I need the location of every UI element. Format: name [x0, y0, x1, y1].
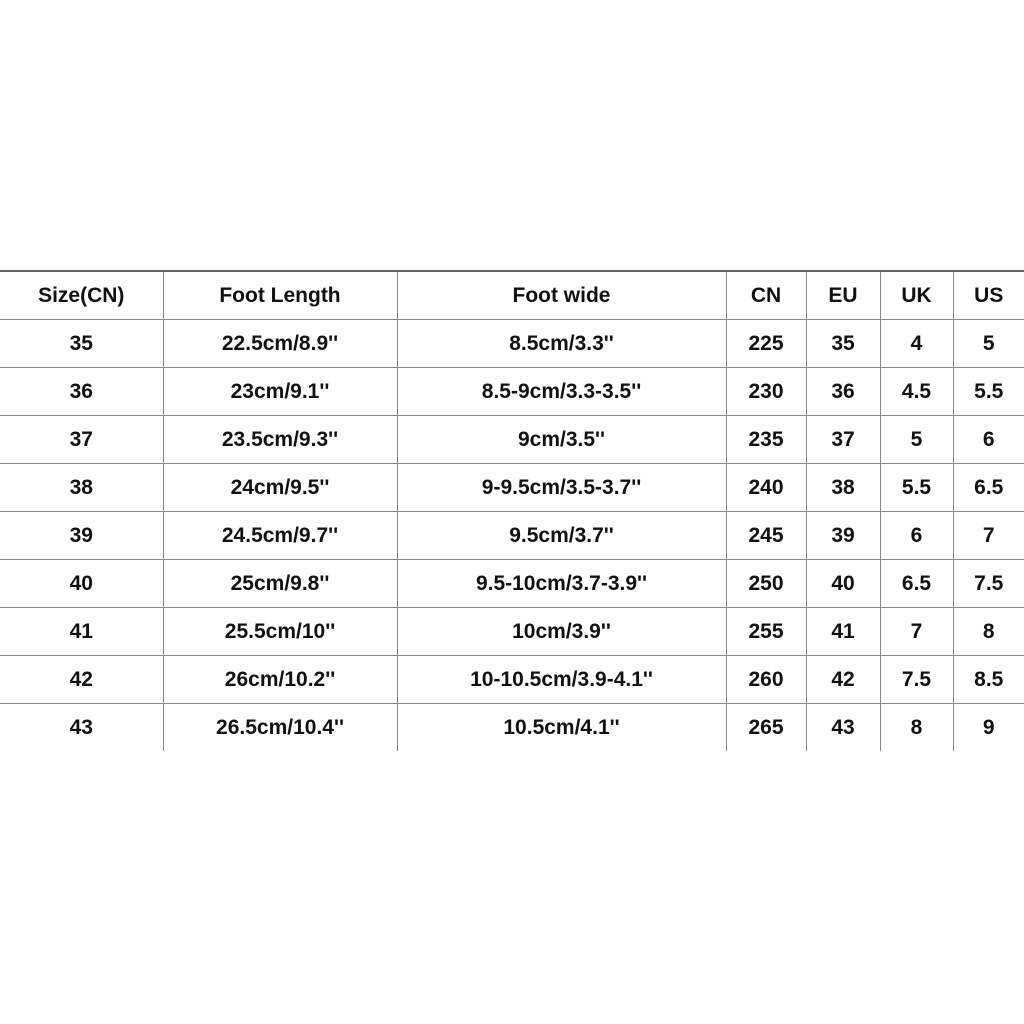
cell-us: 8.5 — [953, 656, 1024, 704]
cell-us: 5 — [953, 320, 1024, 368]
header-foot-wide: Foot wide — [397, 271, 726, 320]
cell-foot-length: 24cm/9.5'' — [163, 464, 397, 512]
cell-eu: 38 — [806, 464, 880, 512]
header-size-cn: Size(CN) — [0, 271, 163, 320]
cell-foot-length: 24.5cm/9.7'' — [163, 512, 397, 560]
table-row — [0, 464, 1024, 512]
header-cn: CN — [726, 271, 806, 320]
table-row — [0, 656, 1024, 704]
header-foot-length: Foot Length — [163, 271, 397, 320]
cell-uk: 7.5 — [880, 656, 953, 704]
cell-us: 9 — [953, 704, 1024, 752]
cell-foot-wide: 9.5-10cm/3.7-3.9'' — [397, 560, 726, 608]
cell-size-cn: 41 — [0, 608, 163, 656]
cell-us: 7 — [953, 512, 1024, 560]
cell-foot-length: 22.5cm/8.9'' — [163, 320, 397, 368]
cell-eu: 35 — [806, 320, 880, 368]
table-row — [0, 416, 1024, 464]
cell-cn: 250 — [726, 560, 806, 608]
table-row — [0, 608, 1024, 656]
size-chart-table — [0, 270, 1024, 751]
cell-eu: 36 — [806, 368, 880, 416]
cell-uk: 6 — [880, 512, 953, 560]
cell-size-cn: 43 — [0, 704, 163, 752]
cell-size-cn: 37 — [0, 416, 163, 464]
cell-foot-length: 26.5cm/10.4'' — [163, 704, 397, 752]
cell-foot-wide: 9.5cm/3.7'' — [397, 512, 726, 560]
cell-uk: 4 — [880, 320, 953, 368]
header-uk: UK — [880, 271, 953, 320]
table-row — [0, 704, 1024, 752]
cell-size-cn: 35 — [0, 320, 163, 368]
cell-cn: 230 — [726, 368, 806, 416]
cell-size-cn: 36 — [0, 368, 163, 416]
cell-cn: 255 — [726, 608, 806, 656]
cell-uk: 4.5 — [880, 368, 953, 416]
cell-foot-length: 23.5cm/9.3'' — [163, 416, 397, 464]
table-row — [0, 368, 1024, 416]
cell-cn: 235 — [726, 416, 806, 464]
cell-eu: 42 — [806, 656, 880, 704]
cell-us: 6.5 — [953, 464, 1024, 512]
cell-us: 8 — [953, 608, 1024, 656]
cell-us: 7.5 — [953, 560, 1024, 608]
cell-uk: 5 — [880, 416, 953, 464]
cell-cn: 225 — [726, 320, 806, 368]
cell-cn: 240 — [726, 464, 806, 512]
cell-foot-wide: 9-9.5cm/3.5-3.7'' — [397, 464, 726, 512]
cell-foot-length: 25cm/9.8'' — [163, 560, 397, 608]
cell-eu: 43 — [806, 704, 880, 752]
cell-eu: 39 — [806, 512, 880, 560]
header-us: US — [953, 271, 1024, 320]
cell-cn: 245 — [726, 512, 806, 560]
cell-uk: 6.5 — [880, 560, 953, 608]
header-row — [0, 271, 1024, 320]
table-row — [0, 560, 1024, 608]
cell-foot-wide: 8.5cm/3.3'' — [397, 320, 726, 368]
cell-cn: 260 — [726, 656, 806, 704]
cell-size-cn: 40 — [0, 560, 163, 608]
header-eu: EU — [806, 271, 880, 320]
cell-foot-wide: 10.5cm/4.1'' — [397, 704, 726, 752]
cell-uk: 5.5 — [880, 464, 953, 512]
cell-us: 6 — [953, 416, 1024, 464]
cell-foot-wide: 10cm/3.9'' — [397, 608, 726, 656]
cell-foot-length: 23cm/9.1'' — [163, 368, 397, 416]
cell-eu: 41 — [806, 608, 880, 656]
cell-uk: 7 — [880, 608, 953, 656]
table-row — [0, 512, 1024, 560]
cell-uk: 8 — [880, 704, 953, 752]
cell-foot-length: 25.5cm/10'' — [163, 608, 397, 656]
cell-size-cn: 38 — [0, 464, 163, 512]
cell-eu: 37 — [806, 416, 880, 464]
cell-foot-wide: 9cm/3.5'' — [397, 416, 726, 464]
cell-cn: 265 — [726, 704, 806, 752]
cell-foot-wide: 8.5-9cm/3.3-3.5'' — [397, 368, 726, 416]
cell-size-cn: 42 — [0, 656, 163, 704]
cell-foot-wide: 10-10.5cm/3.9-4.1'' — [397, 656, 726, 704]
cell-size-cn: 39 — [0, 512, 163, 560]
cell-foot-length: 26cm/10.2'' — [163, 656, 397, 704]
cell-us: 5.5 — [953, 368, 1024, 416]
table-row — [0, 320, 1024, 368]
cell-eu: 40 — [806, 560, 880, 608]
